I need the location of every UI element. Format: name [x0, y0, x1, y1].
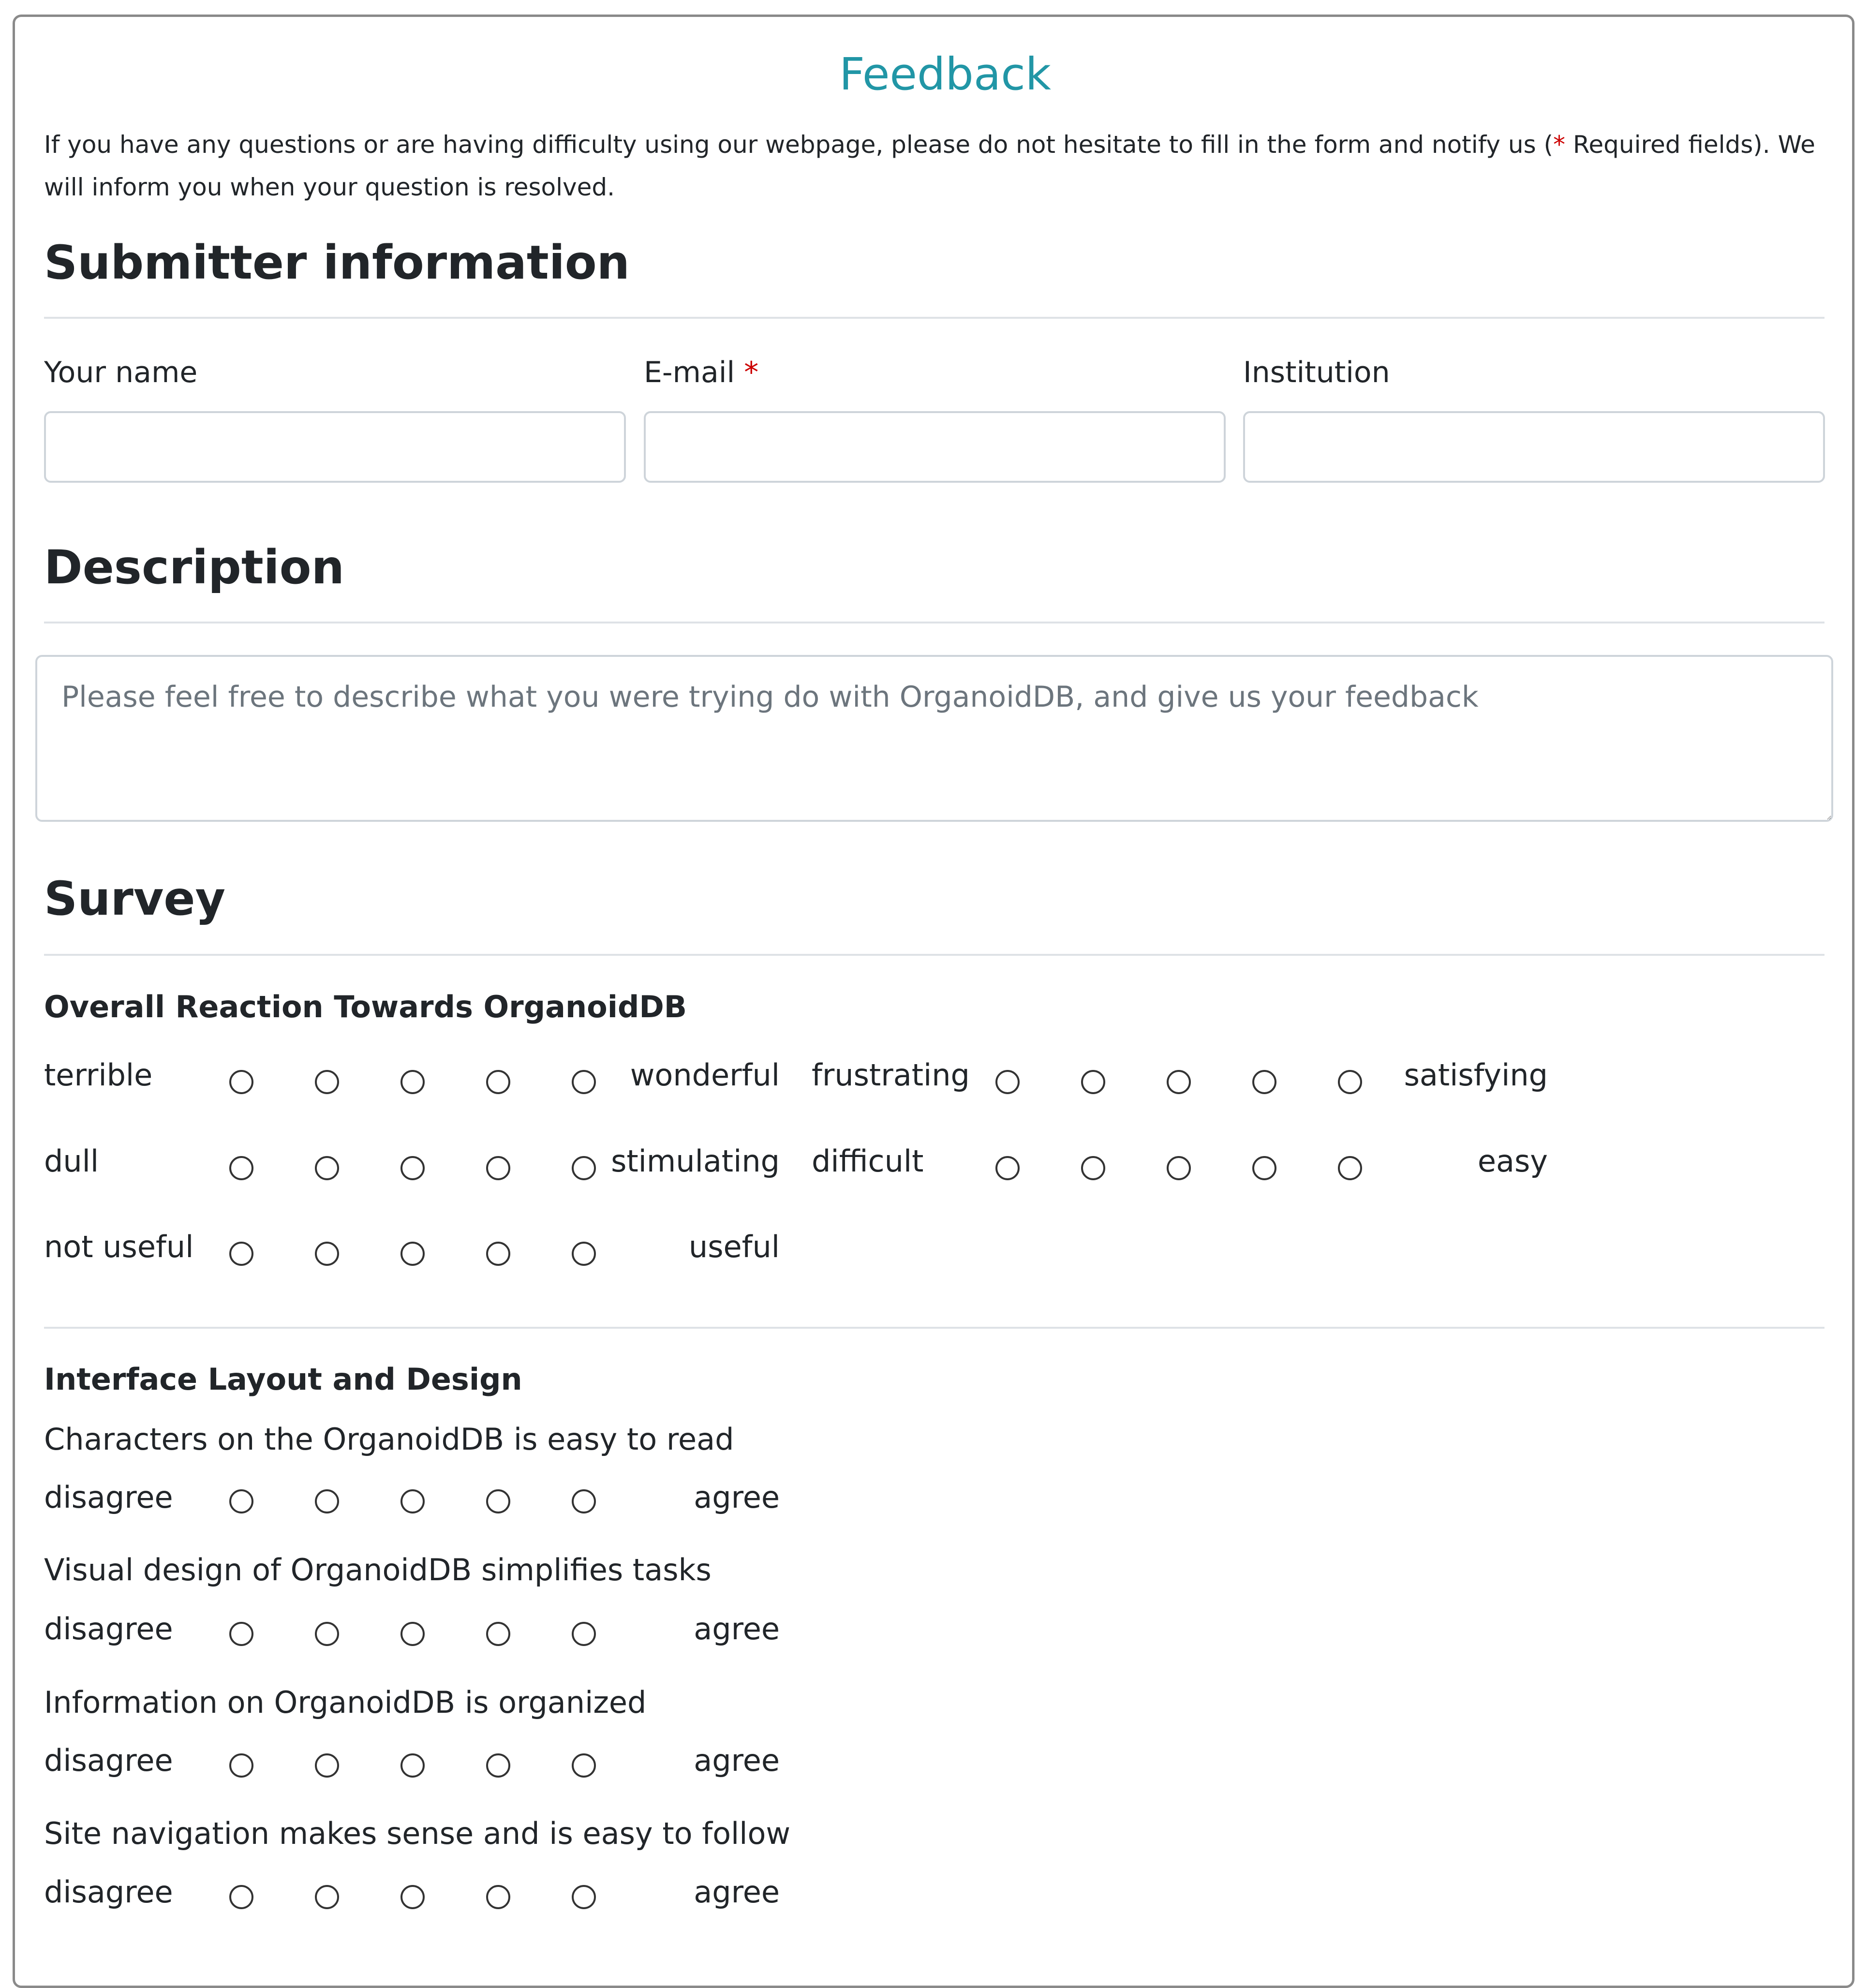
scale-label-agree: agree [694, 1874, 780, 1910]
name-input[interactable] [44, 411, 626, 483]
radio-terrible-wonderful-2[interactable] [315, 1070, 339, 1094]
institution-input[interactable] [1243, 411, 1825, 483]
scale-label-stimulating: stimulating [611, 1143, 780, 1179]
email-input[interactable] [644, 411, 1226, 483]
intro-text-start: If you have any questions or are having difficulty using our webpage, please do not hesitate to fill in the form and notify us ( [44, 131, 1554, 159]
page-title: Feedback [839, 48, 1052, 100]
question-text: Site navigation makes sense and is easy to follow [44, 1816, 791, 1851]
radio-q3-3[interactable] [400, 1753, 425, 1778]
email-label [644, 356, 758, 389]
radio-frustrating-satisfying-4[interactable] [1252, 1070, 1276, 1094]
radio-dull-stimulating-5[interactable] [572, 1156, 596, 1180]
radio-dull-stimulating-1[interactable] [229, 1156, 253, 1180]
radio-difficult-easy-1[interactable] [995, 1156, 1020, 1180]
email-label-text: E-mail [644, 356, 735, 389]
radio-q4-4[interactable] [486, 1885, 510, 1909]
radio-q2-1[interactable] [229, 1622, 253, 1646]
radio-terrible-wonderful-3[interactable] [400, 1070, 425, 1094]
radio-q2-3[interactable] [400, 1622, 425, 1646]
radio-frustrating-satisfying-5[interactable] [1338, 1070, 1362, 1094]
radio-difficult-easy-3[interactable] [1167, 1156, 1191, 1180]
scale-label-difficult: difficult [812, 1143, 924, 1179]
radio-difficult-easy-2[interactable] [1081, 1156, 1105, 1180]
radio-difficult-easy-5[interactable] [1338, 1156, 1362, 1180]
intro-text [44, 123, 1834, 208]
scale-label-easy: easy [1477, 1143, 1548, 1179]
scale-label-agree: agree [694, 1480, 780, 1515]
radio-frustrating-satisfying-3[interactable] [1167, 1070, 1191, 1094]
radio-q3-4[interactable] [486, 1753, 510, 1778]
question-text: Characters on the OrganoidDB is easy to read [44, 1422, 734, 1457]
radio-q1-2[interactable] [315, 1489, 339, 1513]
radio-q3-2[interactable] [315, 1753, 339, 1778]
radio-q2-5[interactable] [572, 1622, 596, 1646]
radio-q4-1[interactable] [229, 1885, 253, 1909]
radio-q1-3[interactable] [400, 1489, 425, 1513]
overall-reaction-heading: Overall Reaction Towards OrganoidDB [44, 989, 687, 1024]
radio-q4-5[interactable] [572, 1885, 596, 1909]
scale-label-useful: useful [688, 1229, 780, 1264]
survey-heading: Survey [44, 872, 226, 926]
radio-terrible-wonderful-4[interactable] [486, 1070, 510, 1094]
description-textarea[interactable] [35, 655, 1833, 822]
radio-q3-5[interactable] [572, 1753, 596, 1778]
radio-q1-5[interactable] [572, 1489, 596, 1513]
radio-terrible-wonderful-1[interactable] [229, 1070, 253, 1094]
radio-frustrating-satisfying-2[interactable] [1081, 1070, 1105, 1094]
radio-notuseful-useful-1[interactable] [229, 1242, 253, 1266]
institution-label: Institution [1243, 356, 1390, 389]
radio-dull-stimulating-2[interactable] [315, 1156, 339, 1180]
scale-label-disagree: disagree [44, 1611, 173, 1647]
radio-terrible-wonderful-5[interactable] [572, 1070, 596, 1094]
radio-notuseful-useful-4[interactable] [486, 1242, 510, 1266]
description-heading: Description [44, 540, 344, 594]
intro-text-end: Required fields). We will inform you when your question is resolved. [44, 131, 1815, 201]
submitter-heading: Submitter information [44, 236, 630, 290]
scale-label-frustrating: frustrating [812, 1057, 970, 1093]
radio-notuseful-useful-3[interactable] [400, 1242, 425, 1266]
scale-label-dull: dull [44, 1143, 99, 1179]
divider [44, 622, 1824, 623]
divider [44, 317, 1824, 319]
required-star: * [1553, 131, 1566, 159]
email-required-star: * [744, 356, 759, 389]
scale-label-disagree: disagree [44, 1874, 173, 1910]
question-text: Visual design of OrganoidDB simplifies tasks [44, 1552, 712, 1587]
radio-frustrating-satisfying-1[interactable] [995, 1070, 1020, 1094]
scale-label-terrible: terrible [44, 1057, 153, 1093]
scale-label-wonderful: wonderful [630, 1057, 780, 1093]
name-label: Your name [44, 356, 198, 389]
radio-difficult-easy-4[interactable] [1252, 1156, 1276, 1180]
radio-notuseful-useful-2[interactable] [315, 1242, 339, 1266]
radio-q2-2[interactable] [315, 1622, 339, 1646]
scale-label-satisfying: satisfying [1404, 1057, 1548, 1093]
divider [44, 954, 1824, 956]
scale-label-agree: agree [694, 1743, 780, 1778]
radio-dull-stimulating-3[interactable] [400, 1156, 425, 1180]
scale-label-not-useful: not useful [44, 1229, 194, 1264]
radio-notuseful-useful-5[interactable] [572, 1242, 596, 1266]
scale-label-disagree: disagree [44, 1480, 173, 1515]
radio-q4-3[interactable] [400, 1885, 425, 1909]
scale-label-disagree: disagree [44, 1743, 173, 1778]
divider [44, 1327, 1824, 1329]
radio-dull-stimulating-4[interactable] [486, 1156, 510, 1180]
scale-label-agree: agree [694, 1611, 780, 1647]
question-text: Information on OrganoidDB is organized [44, 1685, 647, 1720]
radio-q3-1[interactable] [229, 1753, 253, 1778]
radio-q4-2[interactable] [315, 1885, 339, 1909]
radio-q2-4[interactable] [486, 1622, 510, 1646]
radio-q1-4[interactable] [486, 1489, 510, 1513]
radio-q1-1[interactable] [229, 1489, 253, 1513]
interface-layout-heading: Interface Layout and Design [44, 1362, 522, 1397]
